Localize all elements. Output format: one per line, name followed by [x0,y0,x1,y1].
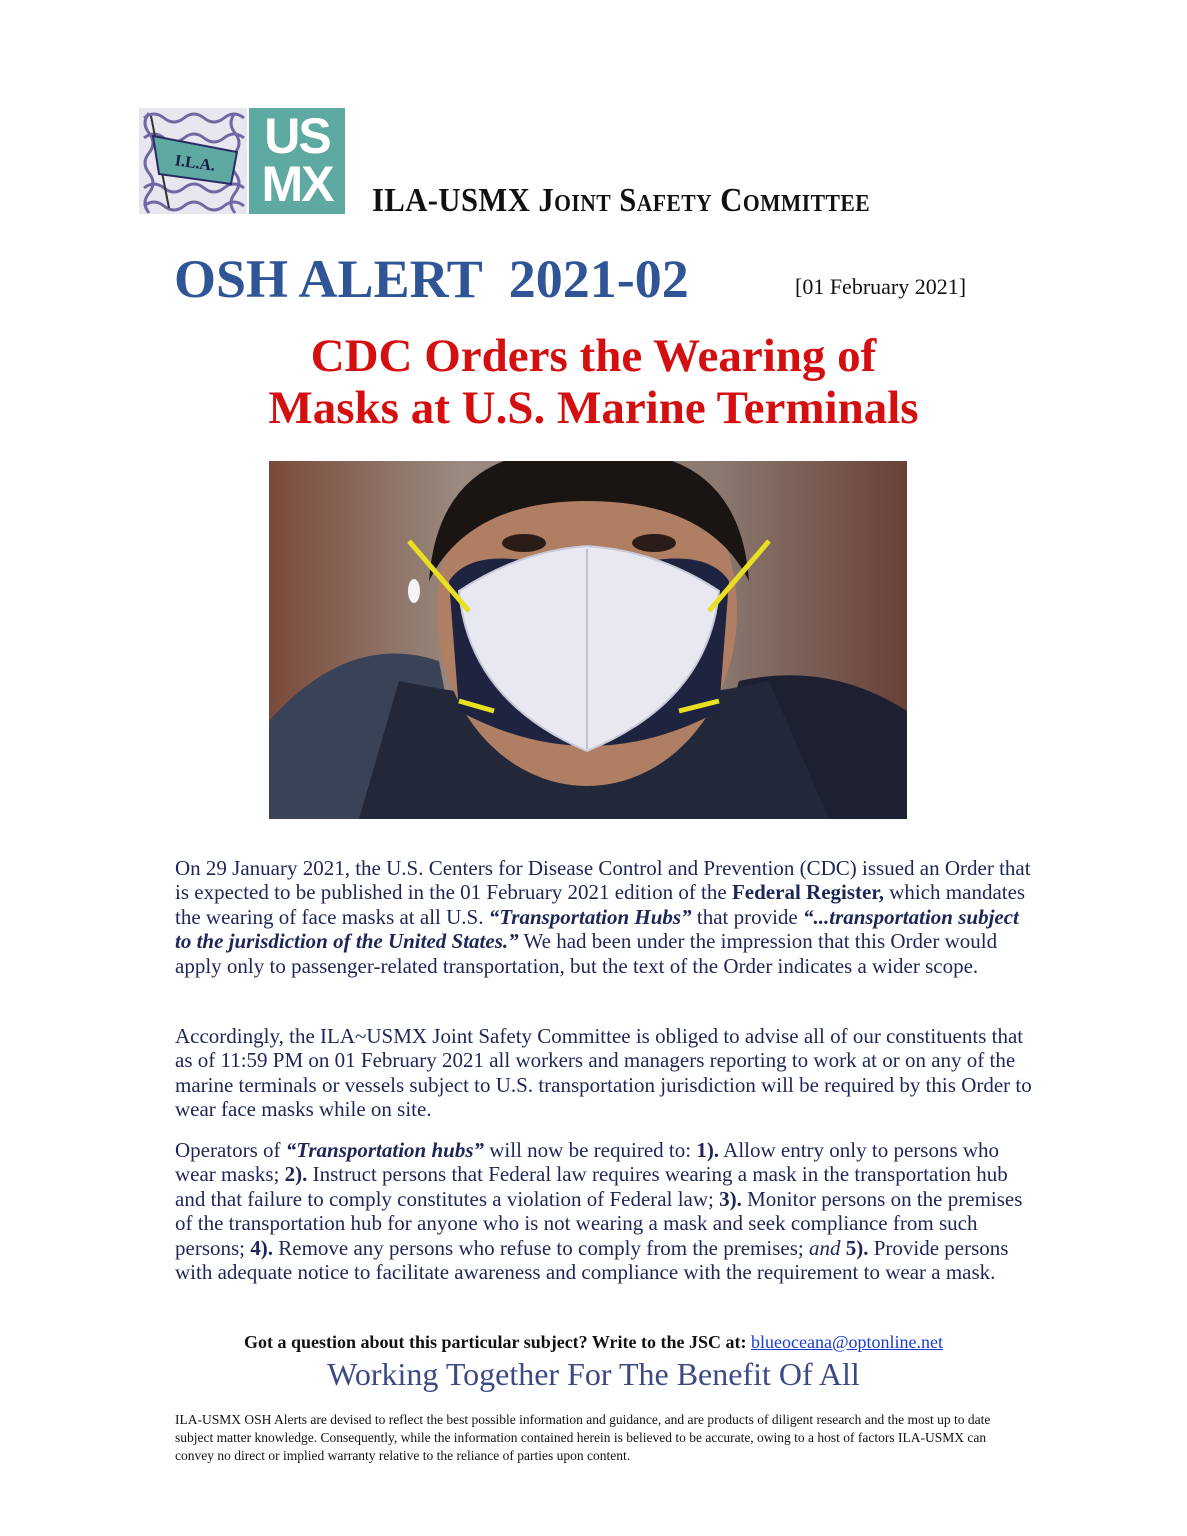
headline-line2: Masks at U.S. Marine Terminals [268,382,919,434]
transportation-hubs-term: “Transportation Hubs” [488,904,692,929]
p3-text-4: Instruct persons that Federal law requires wearing a mask in the transportation hub and that failure to comply constitutes a violation of Federal law; [175,1162,1008,1211]
item-number-4: 4). [250,1235,273,1260]
item-number-3: 3). [719,1186,742,1211]
usmx-logo [249,108,345,214]
federal-register: Federal Register, [731,880,884,905]
contact-email-link[interactable]: blueoceana@optonline.net [751,1332,944,1352]
p1-text-3: that provide [691,904,803,929]
p3-text-3: Allow entry only to persons who wear masks; [175,1138,1000,1187]
p3-text-6: Remove any persons who refuse to comply from the premises; [273,1235,809,1260]
disclaimer: ILA-USMX OSH Alerts are devised to reflect the best possible information and guidance, and are products of diligent research and the most up to date subject matter knowledge. Consequently, while the information contained herein is believed to be accurate, owing to a host of factors ILA-USMX can convey no direct or implied warranty relative to the reliance of parties upon content. [175,1412,991,1463]
contact-line [0,1332,1187,1353]
ila-logo [139,108,247,214]
alert-number: 2021-02 [508,249,689,309]
motto: Working Together For The Benefit Of All [327,1356,860,1392]
paragraph-operator-requirements [175,1138,1033,1284]
p1-text-1: On 29 January 2021, the U.S. Centers for Disease Control and Prevention (CDC) issued an Order that is expected to be published in the 01 February 2021 edition of the [175,856,1031,905]
p1-text-2: which mandates the wearing of face masks at all U.S. [175,880,1026,929]
p3-text-8: Provide persons with adequate notice to facilitate awareness and compliance with the requirement to wear a mask. [175,1235,1009,1285]
item-number-5: 5). [845,1235,869,1260]
item-number-2: 2). [284,1162,308,1187]
masked-man-photo [269,461,907,819]
transportation-hubs-term: “Transportation hubs” [285,1138,485,1162]
order-quote: “...transportation subject to the jurisdiction of the United States.” [175,904,1019,954]
paragraph-advisory: Accordingly, the ILA~USMX Joint Safety Committee is obliged to advise all of our constituents that as of 11:59 PM on 01 February 2021 all workers and managers reporting to work at or on any of the marine terminals or vessels subject to U.S. transportation jurisdiction will be required by this Order to wear face masks while on site. [175,1024,1032,1122]
headline-line1: CDC Orders the Wearing of [310,330,877,382]
p1-text-4: We had been under the impression that this Order would apply only to passenger-related transportation, but the text of the Order indicates a wider scope. [175,929,998,978]
item-number-1: 1). [696,1138,720,1162]
contact-question: Got a question about this particular subject? Write to the JSC at: [243,1332,751,1352]
usmx-logo-line1: US [264,108,330,164]
headline [0,330,1187,434]
and-italic: and [808,1235,841,1260]
alert-title [174,248,689,310]
paragraph-cdc-order [175,856,1033,978]
p3-text-1: Operators of [175,1138,286,1162]
p3-text-2: will now be required to: [484,1138,697,1162]
alert-date: [01 February 2021] [795,274,967,299]
committee-name: ILA-USMX Joint Safety Committee [372,182,871,219]
usmx-logo-line2: MX [261,156,333,212]
ila-logo-text: I.L.A. [173,152,217,175]
alert-label: OSH ALERT [174,249,483,309]
p3-text-5: Monitor persons on the premises of the transportation hub for anyone who is not wearing a mask and seek compliance from such persons; [175,1186,1023,1260]
